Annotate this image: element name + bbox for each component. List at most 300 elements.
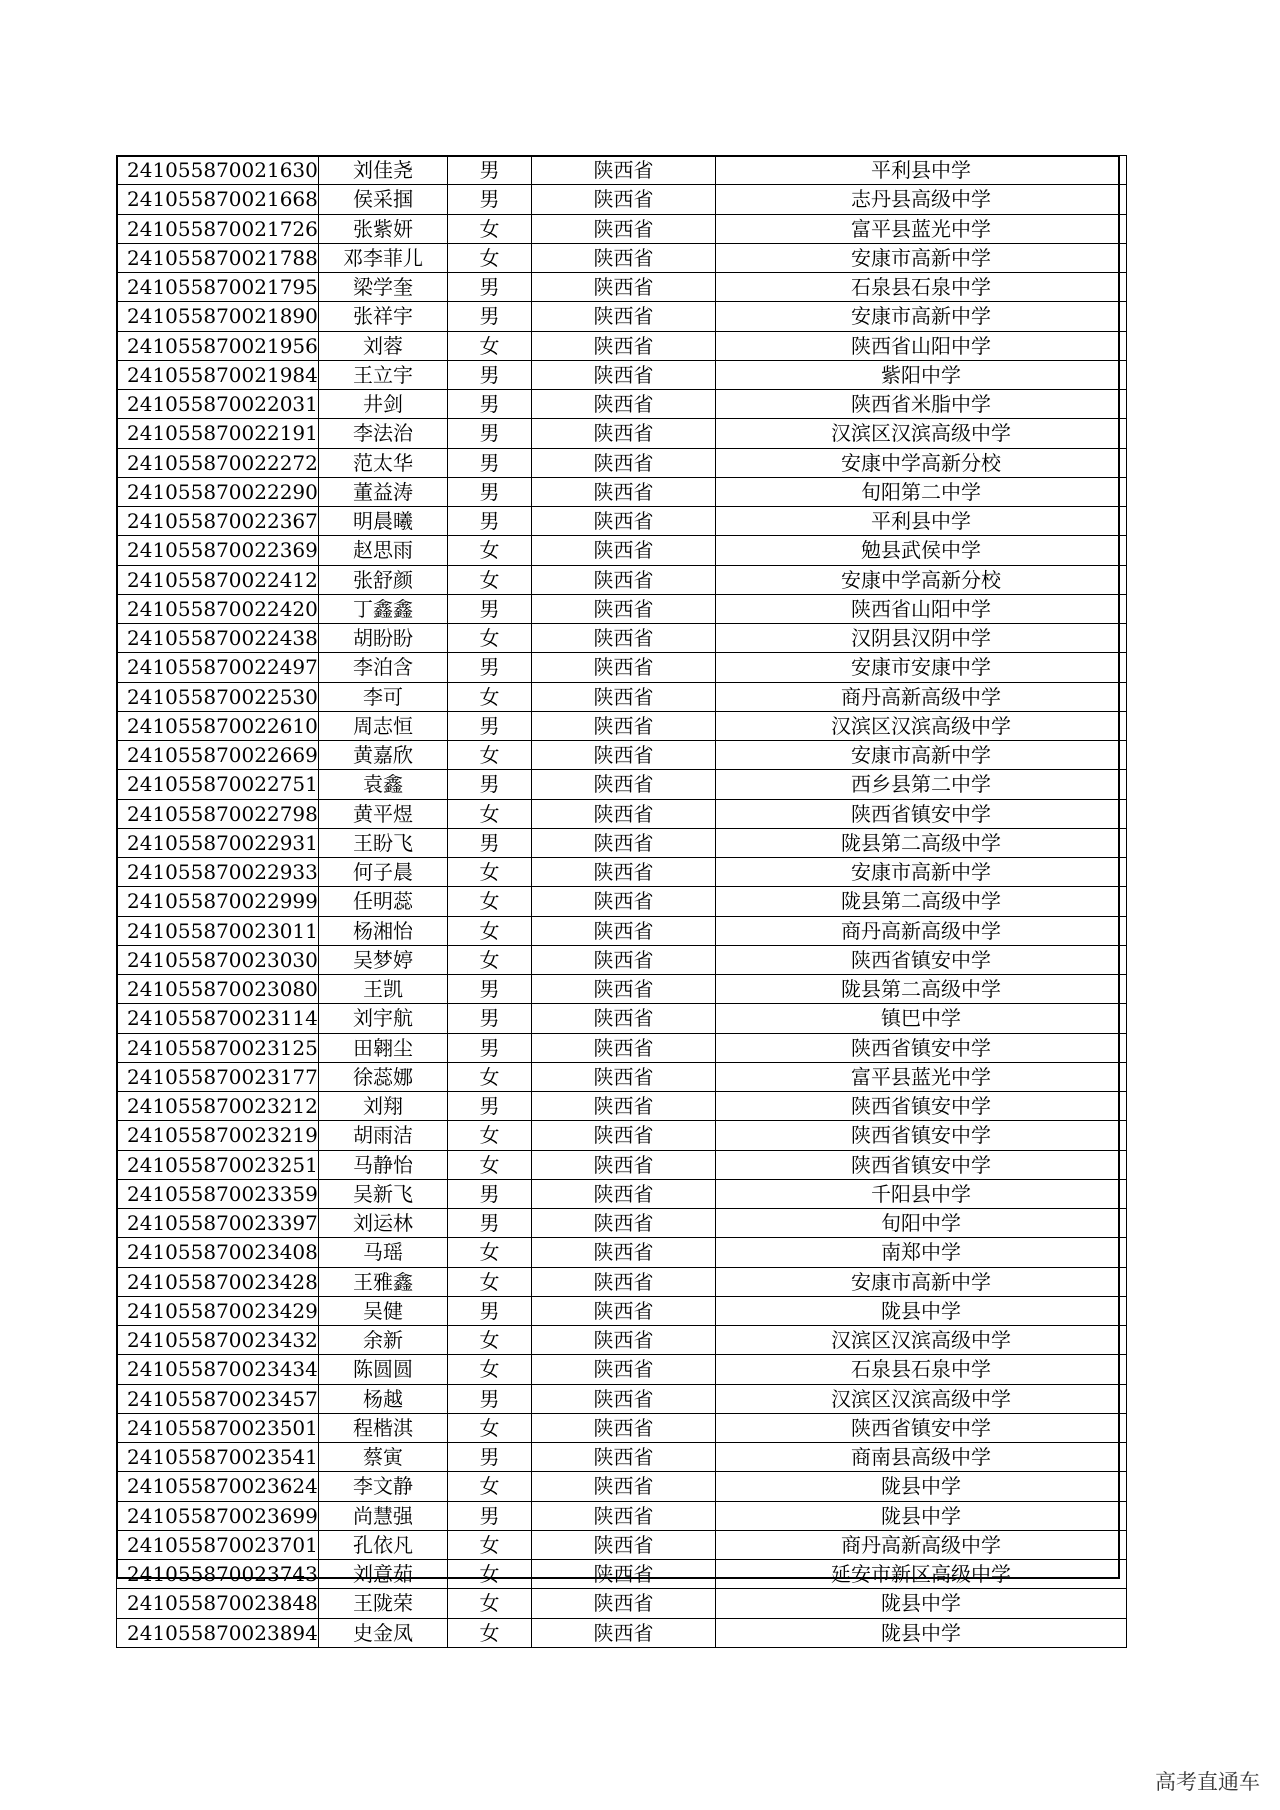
gender-cell: 女 bbox=[448, 243, 532, 272]
table-row bbox=[117, 243, 1127, 272]
table-row bbox=[117, 1530, 1127, 1559]
student-name-cell: 王陇荣 bbox=[319, 1589, 448, 1618]
gender-cell: 男 bbox=[448, 448, 532, 477]
province-cell: 陕西省 bbox=[532, 1618, 716, 1647]
table-row bbox=[117, 214, 1127, 243]
student-name-cell: 刘宇航 bbox=[319, 1004, 448, 1033]
student-name-cell: 刘翔 bbox=[319, 1092, 448, 1121]
table-row bbox=[117, 653, 1127, 682]
student-name-cell: 马静怡 bbox=[319, 1150, 448, 1179]
student-name-cell: 丁鑫鑫 bbox=[319, 594, 448, 623]
province-cell: 陕西省 bbox=[532, 1443, 716, 1472]
table-row bbox=[117, 360, 1127, 389]
school-cell: 安康市高新中学 bbox=[716, 741, 1127, 770]
student-name-cell: 马瑶 bbox=[319, 1238, 448, 1267]
exam-number-cell: 241055870022272 bbox=[117, 448, 319, 477]
table-row bbox=[117, 331, 1127, 360]
table-row bbox=[117, 770, 1127, 799]
school-cell: 陇县中学 bbox=[716, 1618, 1127, 1647]
gender-cell: 女 bbox=[448, 1413, 532, 1442]
gender-cell: 女 bbox=[448, 565, 532, 594]
student-name-cell: 王凯 bbox=[319, 975, 448, 1004]
school-cell: 安康市高新中学 bbox=[716, 302, 1127, 331]
school-cell: 陇县中学 bbox=[716, 1589, 1127, 1618]
table-row bbox=[117, 828, 1127, 857]
province-cell: 陕西省 bbox=[532, 185, 716, 214]
province-cell: 陕西省 bbox=[532, 975, 716, 1004]
table-row bbox=[117, 1413, 1127, 1442]
province-cell: 陕西省 bbox=[532, 741, 716, 770]
exam-number-cell: 241055870022751 bbox=[117, 770, 319, 799]
exam-number-cell: 241055870023030 bbox=[117, 945, 319, 974]
gender-cell: 女 bbox=[448, 741, 532, 770]
exam-number-cell: 241055870022438 bbox=[117, 624, 319, 653]
exam-number-cell: 241055870023429 bbox=[117, 1296, 319, 1325]
gender-cell: 男 bbox=[448, 1033, 532, 1062]
exam-number-cell: 241055870021788 bbox=[117, 243, 319, 272]
gender-cell: 女 bbox=[448, 1062, 532, 1091]
school-cell: 西乡县第二中学 bbox=[716, 770, 1127, 799]
province-cell: 陕西省 bbox=[532, 243, 716, 272]
exam-number-cell: 241055870022369 bbox=[117, 536, 319, 565]
gender-cell: 女 bbox=[448, 1267, 532, 1296]
student-name-cell: 何子晨 bbox=[319, 858, 448, 887]
exam-number-cell: 241055870022610 bbox=[117, 711, 319, 740]
table-row bbox=[117, 1004, 1127, 1033]
gender-cell: 女 bbox=[448, 682, 532, 711]
gender-cell: 女 bbox=[448, 945, 532, 974]
school-cell: 安康市高新中学 bbox=[716, 243, 1127, 272]
student-name-cell: 刘运林 bbox=[319, 1209, 448, 1238]
gender-cell: 男 bbox=[448, 1209, 532, 1238]
table-row bbox=[117, 507, 1127, 536]
province-cell: 陕西省 bbox=[532, 1413, 716, 1442]
student-name-cell: 胡盼盼 bbox=[319, 624, 448, 653]
table-row bbox=[117, 1443, 1127, 1472]
gender-cell: 女 bbox=[448, 1560, 532, 1589]
exam-number-cell: 241055870022497 bbox=[117, 653, 319, 682]
gender-cell: 男 bbox=[448, 419, 532, 448]
table-row bbox=[117, 945, 1127, 974]
exam-number-cell: 241055870023359 bbox=[117, 1179, 319, 1208]
table-row bbox=[117, 1150, 1127, 1179]
gender-cell: 男 bbox=[448, 1004, 532, 1033]
province-cell: 陕西省 bbox=[532, 477, 716, 506]
school-cell: 平利县中学 bbox=[716, 156, 1127, 185]
province-cell: 陕西省 bbox=[532, 1062, 716, 1091]
exam-number-cell: 241055870023125 bbox=[117, 1033, 319, 1062]
gender-cell: 女 bbox=[448, 624, 532, 653]
province-cell: 陕西省 bbox=[532, 565, 716, 594]
school-cell: 安康市高新中学 bbox=[716, 858, 1127, 887]
table-row bbox=[117, 565, 1127, 594]
student-name-cell: 张舒颜 bbox=[319, 565, 448, 594]
table-row bbox=[117, 390, 1127, 419]
table-row bbox=[117, 1501, 1127, 1530]
school-cell: 陇县中学 bbox=[716, 1472, 1127, 1501]
table-row bbox=[117, 858, 1127, 887]
school-cell: 平利县中学 bbox=[716, 507, 1127, 536]
school-cell: 陕西省镇安中学 bbox=[716, 1121, 1127, 1150]
province-cell: 陕西省 bbox=[532, 214, 716, 243]
province-cell: 陕西省 bbox=[532, 916, 716, 945]
exam-number-cell: 241055870022290 bbox=[117, 477, 319, 506]
school-cell: 安康市安康中学 bbox=[716, 653, 1127, 682]
province-cell: 陕西省 bbox=[532, 419, 716, 448]
table-row bbox=[117, 975, 1127, 1004]
province-cell: 陕西省 bbox=[532, 1530, 716, 1559]
student-name-cell: 陈圆圆 bbox=[319, 1355, 448, 1384]
table-row bbox=[117, 887, 1127, 916]
exam-number-cell: 241055870021668 bbox=[117, 185, 319, 214]
school-cell: 商丹高新高级中学 bbox=[716, 682, 1127, 711]
student-name-cell: 邓李菲儿 bbox=[319, 243, 448, 272]
province-cell: 陕西省 bbox=[532, 1384, 716, 1413]
watermark-text: 高考直通车 bbox=[1155, 1770, 1260, 1794]
school-cell: 陇县中学 bbox=[716, 1296, 1127, 1325]
school-cell: 紫阳中学 bbox=[716, 360, 1127, 389]
gender-cell: 男 bbox=[448, 711, 532, 740]
student-name-cell: 田翱尘 bbox=[319, 1033, 448, 1062]
gender-cell: 男 bbox=[448, 594, 532, 623]
school-cell: 陇县中学 bbox=[716, 1501, 1127, 1530]
province-cell: 陕西省 bbox=[532, 594, 716, 623]
province-cell: 陕西省 bbox=[532, 1150, 716, 1179]
province-cell: 陕西省 bbox=[532, 156, 716, 185]
school-cell: 陕西省山阳中学 bbox=[716, 594, 1127, 623]
table-row bbox=[117, 1326, 1127, 1355]
province-cell: 陕西省 bbox=[532, 1121, 716, 1150]
student-name-cell: 刘蓉 bbox=[319, 331, 448, 360]
student-name-cell: 任明蕊 bbox=[319, 887, 448, 916]
student-name-cell: 王立宇 bbox=[319, 360, 448, 389]
school-cell: 汉阴县汉阴中学 bbox=[716, 624, 1127, 653]
province-cell: 陕西省 bbox=[532, 711, 716, 740]
province-cell: 陕西省 bbox=[532, 1209, 716, 1238]
exam-number-cell: 241055870021984 bbox=[117, 360, 319, 389]
province-cell: 陕西省 bbox=[532, 1238, 716, 1267]
student-name-cell: 李可 bbox=[319, 682, 448, 711]
exam-number-cell: 241055870023457 bbox=[117, 1384, 319, 1413]
table-row bbox=[117, 1209, 1127, 1238]
student-name-cell: 蔡寅 bbox=[319, 1443, 448, 1472]
table-row bbox=[117, 477, 1127, 506]
student-name-cell: 徐蕊娜 bbox=[319, 1062, 448, 1091]
student-name-cell: 杨越 bbox=[319, 1384, 448, 1413]
province-cell: 陕西省 bbox=[532, 653, 716, 682]
student-name-cell: 孔依凡 bbox=[319, 1530, 448, 1559]
school-cell: 陇县第二高级中学 bbox=[716, 887, 1127, 916]
exam-number-cell: 241055870023080 bbox=[117, 975, 319, 1004]
school-cell: 陇县第二高级中学 bbox=[716, 975, 1127, 1004]
student-name-cell: 周志恒 bbox=[319, 711, 448, 740]
exam-number-cell: 241055870023177 bbox=[117, 1062, 319, 1091]
school-cell: 勉县武侯中学 bbox=[716, 536, 1127, 565]
table-row bbox=[117, 594, 1127, 623]
student-name-cell: 张紫妍 bbox=[319, 214, 448, 243]
exam-number-cell: 241055870021630 bbox=[117, 156, 319, 185]
exam-number-cell: 241055870023251 bbox=[117, 1150, 319, 1179]
gender-cell: 女 bbox=[448, 1121, 532, 1150]
gender-cell: 女 bbox=[448, 214, 532, 243]
school-cell: 汉滨区汉滨高级中学 bbox=[716, 1384, 1127, 1413]
exam-number-cell: 241055870021956 bbox=[117, 331, 319, 360]
school-cell: 延安市新区高级中学 bbox=[716, 1560, 1127, 1589]
student-name-cell: 黄平煜 bbox=[319, 799, 448, 828]
gender-cell: 女 bbox=[448, 1238, 532, 1267]
exam-number-cell: 241055870023699 bbox=[117, 1501, 319, 1530]
table-row bbox=[117, 682, 1127, 711]
school-cell: 千阳县中学 bbox=[716, 1179, 1127, 1208]
gender-cell: 女 bbox=[448, 916, 532, 945]
province-cell: 陕西省 bbox=[532, 682, 716, 711]
student-name-cell: 刘意茹 bbox=[319, 1560, 448, 1589]
province-cell: 陕西省 bbox=[532, 945, 716, 974]
province-cell: 陕西省 bbox=[532, 536, 716, 565]
province-cell: 陕西省 bbox=[532, 1560, 716, 1589]
exam-number-cell: 241055870022412 bbox=[117, 565, 319, 594]
gender-cell: 男 bbox=[448, 390, 532, 419]
gender-cell: 男 bbox=[448, 477, 532, 506]
school-cell: 商丹高新高级中学 bbox=[716, 1530, 1127, 1559]
province-cell: 陕西省 bbox=[532, 828, 716, 857]
student-name-cell: 吴梦婷 bbox=[319, 945, 448, 974]
province-cell: 陕西省 bbox=[532, 1296, 716, 1325]
student-name-cell: 李文静 bbox=[319, 1472, 448, 1501]
student-name-cell: 张祥宇 bbox=[319, 302, 448, 331]
gender-cell: 男 bbox=[448, 1296, 532, 1325]
school-cell: 商南县高级中学 bbox=[716, 1443, 1127, 1472]
province-cell: 陕西省 bbox=[532, 1355, 716, 1384]
province-cell: 陕西省 bbox=[532, 1033, 716, 1062]
exam-number-cell: 241055870023011 bbox=[117, 916, 319, 945]
gender-cell: 男 bbox=[448, 770, 532, 799]
table-row bbox=[117, 1062, 1127, 1091]
table-row bbox=[117, 1560, 1127, 1589]
table-row bbox=[117, 1267, 1127, 1296]
student-name-cell: 黄嘉欣 bbox=[319, 741, 448, 770]
school-cell: 南郑中学 bbox=[716, 1238, 1127, 1267]
student-name-cell: 王雅鑫 bbox=[319, 1267, 448, 1296]
table-row bbox=[117, 741, 1127, 770]
province-cell: 陕西省 bbox=[532, 1004, 716, 1033]
exam-number-cell: 241055870023743 bbox=[117, 1560, 319, 1589]
exam-number-cell: 241055870022530 bbox=[117, 682, 319, 711]
province-cell: 陕西省 bbox=[532, 1501, 716, 1530]
province-cell: 陕西省 bbox=[532, 1179, 716, 1208]
gender-cell: 女 bbox=[448, 1150, 532, 1179]
exam-number-cell: 241055870023428 bbox=[117, 1267, 319, 1296]
table-row bbox=[117, 624, 1127, 653]
student-name-cell: 李泊含 bbox=[319, 653, 448, 682]
school-cell: 陇县第二高级中学 bbox=[716, 828, 1127, 857]
school-cell: 陕西省镇安中学 bbox=[716, 799, 1127, 828]
province-cell: 陕西省 bbox=[532, 1589, 716, 1618]
student-name-cell: 明晨曦 bbox=[319, 507, 448, 536]
roster-body bbox=[117, 156, 1127, 1648]
student-name-cell: 刘佳尧 bbox=[319, 156, 448, 185]
student-name-cell: 梁学奎 bbox=[319, 273, 448, 302]
table-row bbox=[117, 1179, 1127, 1208]
student-name-cell: 杨湘怡 bbox=[319, 916, 448, 945]
table-row bbox=[117, 1355, 1127, 1384]
gender-cell: 男 bbox=[448, 360, 532, 389]
exam-number-cell: 241055870022191 bbox=[117, 419, 319, 448]
exam-number-cell: 241055870022031 bbox=[117, 390, 319, 419]
table-row bbox=[117, 273, 1127, 302]
exam-number-cell: 241055870023501 bbox=[117, 1413, 319, 1442]
school-cell: 汉滨区汉滨高级中学 bbox=[716, 419, 1127, 448]
school-cell: 汉滨区汉滨高级中学 bbox=[716, 1326, 1127, 1355]
province-cell: 陕西省 bbox=[532, 273, 716, 302]
province-cell: 陕西省 bbox=[532, 858, 716, 887]
student-name-cell: 王盼飞 bbox=[319, 828, 448, 857]
school-cell: 镇巴中学 bbox=[716, 1004, 1127, 1033]
student-name-cell: 史金凤 bbox=[319, 1618, 448, 1647]
gender-cell: 男 bbox=[448, 828, 532, 857]
school-cell: 汉滨区汉滨高级中学 bbox=[716, 711, 1127, 740]
exam-number-cell: 241055870021726 bbox=[117, 214, 319, 243]
gender-cell: 男 bbox=[448, 156, 532, 185]
school-cell: 陕西省镇安中学 bbox=[716, 1150, 1127, 1179]
gender-cell: 女 bbox=[448, 1472, 532, 1501]
gender-cell: 女 bbox=[448, 1355, 532, 1384]
school-cell: 富平县蓝光中学 bbox=[716, 1062, 1127, 1091]
exam-number-cell: 241055870023397 bbox=[117, 1209, 319, 1238]
province-cell: 陕西省 bbox=[532, 448, 716, 477]
province-cell: 陕西省 bbox=[532, 770, 716, 799]
province-cell: 陕西省 bbox=[532, 1092, 716, 1121]
table-row bbox=[117, 302, 1127, 331]
province-cell: 陕西省 bbox=[532, 331, 716, 360]
gender-cell: 男 bbox=[448, 185, 532, 214]
table-row bbox=[117, 1472, 1127, 1501]
student-name-cell: 赵思雨 bbox=[319, 536, 448, 565]
gender-cell: 女 bbox=[448, 1530, 532, 1559]
school-cell: 陕西省山阳中学 bbox=[716, 331, 1127, 360]
gender-cell: 女 bbox=[448, 331, 532, 360]
province-cell: 陕西省 bbox=[532, 390, 716, 419]
table-row bbox=[117, 1618, 1127, 1647]
gender-cell: 男 bbox=[448, 507, 532, 536]
student-name-cell: 程楷淇 bbox=[319, 1413, 448, 1442]
gender-cell: 男 bbox=[448, 1092, 532, 1121]
school-cell: 陕西省镇安中学 bbox=[716, 945, 1127, 974]
province-cell: 陕西省 bbox=[532, 624, 716, 653]
gender-cell: 男 bbox=[448, 1384, 532, 1413]
gender-cell: 男 bbox=[448, 1501, 532, 1530]
table-row bbox=[117, 448, 1127, 477]
table-row bbox=[117, 1121, 1127, 1150]
exam-number-cell: 241055870023701 bbox=[117, 1530, 319, 1559]
gender-cell: 男 bbox=[448, 975, 532, 1004]
student-name-cell: 胡雨洁 bbox=[319, 1121, 448, 1150]
exam-number-cell: 241055870021795 bbox=[117, 273, 319, 302]
gender-cell: 女 bbox=[448, 1589, 532, 1618]
province-cell: 陕西省 bbox=[532, 302, 716, 331]
exam-number-cell: 241055870023219 bbox=[117, 1121, 319, 1150]
school-cell: 旬阳第二中学 bbox=[716, 477, 1127, 506]
gender-cell: 女 bbox=[448, 799, 532, 828]
exam-number-cell: 241055870022999 bbox=[117, 887, 319, 916]
school-cell: 商丹高新高级中学 bbox=[716, 916, 1127, 945]
exam-number-cell: 241055870022931 bbox=[117, 828, 319, 857]
table-row bbox=[117, 916, 1127, 945]
exam-number-cell: 241055870022933 bbox=[117, 858, 319, 887]
student-name-cell: 董益涛 bbox=[319, 477, 448, 506]
school-cell: 志丹县高级中学 bbox=[716, 185, 1127, 214]
student-name-cell: 袁鑫 bbox=[319, 770, 448, 799]
gender-cell: 男 bbox=[448, 1443, 532, 1472]
gender-cell: 女 bbox=[448, 887, 532, 916]
school-cell: 石泉县石泉中学 bbox=[716, 1355, 1127, 1384]
student-name-cell: 侯采掴 bbox=[319, 185, 448, 214]
table-row bbox=[117, 156, 1127, 185]
province-cell: 陕西省 bbox=[532, 887, 716, 916]
exam-number-cell: 241055870023432 bbox=[117, 1326, 319, 1355]
school-cell: 陕西省米脂中学 bbox=[716, 390, 1127, 419]
province-cell: 陕西省 bbox=[532, 360, 716, 389]
student-roster-table bbox=[116, 155, 1127, 1648]
table-row bbox=[117, 536, 1127, 565]
table-row bbox=[117, 1589, 1127, 1618]
exam-number-cell: 241055870021890 bbox=[117, 302, 319, 331]
school-cell: 安康中学高新分校 bbox=[716, 448, 1127, 477]
school-cell: 陕西省镇安中学 bbox=[716, 1033, 1127, 1062]
school-cell: 陕西省镇安中学 bbox=[716, 1413, 1127, 1442]
exam-number-cell: 241055870023624 bbox=[117, 1472, 319, 1501]
student-name-cell: 余新 bbox=[319, 1326, 448, 1355]
exam-number-cell: 241055870022367 bbox=[117, 507, 319, 536]
table-row bbox=[117, 1384, 1127, 1413]
province-cell: 陕西省 bbox=[532, 1472, 716, 1501]
exam-number-cell: 241055870023894 bbox=[117, 1618, 319, 1647]
gender-cell: 男 bbox=[448, 273, 532, 302]
student-name-cell: 尚慧强 bbox=[319, 1501, 448, 1530]
gender-cell: 男 bbox=[448, 302, 532, 331]
exam-number-cell: 241055870023541 bbox=[117, 1443, 319, 1472]
student-name-cell: 井剑 bbox=[319, 390, 448, 419]
table-row bbox=[117, 185, 1127, 214]
province-cell: 陕西省 bbox=[532, 1267, 716, 1296]
province-cell: 陕西省 bbox=[532, 1326, 716, 1355]
exam-number-cell: 241055870023434 bbox=[117, 1355, 319, 1384]
exam-number-cell: 241055870022798 bbox=[117, 799, 319, 828]
exam-number-cell: 241055870023114 bbox=[117, 1004, 319, 1033]
exam-number-cell: 241055870023212 bbox=[117, 1092, 319, 1121]
province-cell: 陕西省 bbox=[532, 799, 716, 828]
gender-cell: 女 bbox=[448, 536, 532, 565]
gender-cell: 男 bbox=[448, 653, 532, 682]
table-row bbox=[117, 799, 1127, 828]
school-cell: 富平县蓝光中学 bbox=[716, 214, 1127, 243]
gender-cell: 男 bbox=[448, 1179, 532, 1208]
table-row bbox=[117, 1296, 1127, 1325]
student-name-cell: 吴新飞 bbox=[319, 1179, 448, 1208]
gender-cell: 女 bbox=[448, 858, 532, 887]
table-row bbox=[117, 1092, 1127, 1121]
student-name-cell: 李法治 bbox=[319, 419, 448, 448]
student-name-cell: 吴健 bbox=[319, 1296, 448, 1325]
exam-number-cell: 241055870022669 bbox=[117, 741, 319, 770]
table-row bbox=[117, 419, 1127, 448]
school-cell: 陕西省镇安中学 bbox=[716, 1092, 1127, 1121]
school-cell: 安康市高新中学 bbox=[716, 1267, 1127, 1296]
exam-number-cell: 241055870022420 bbox=[117, 594, 319, 623]
table-row bbox=[117, 1238, 1127, 1267]
exam-number-cell: 241055870023848 bbox=[117, 1589, 319, 1618]
school-cell: 安康中学高新分校 bbox=[716, 565, 1127, 594]
